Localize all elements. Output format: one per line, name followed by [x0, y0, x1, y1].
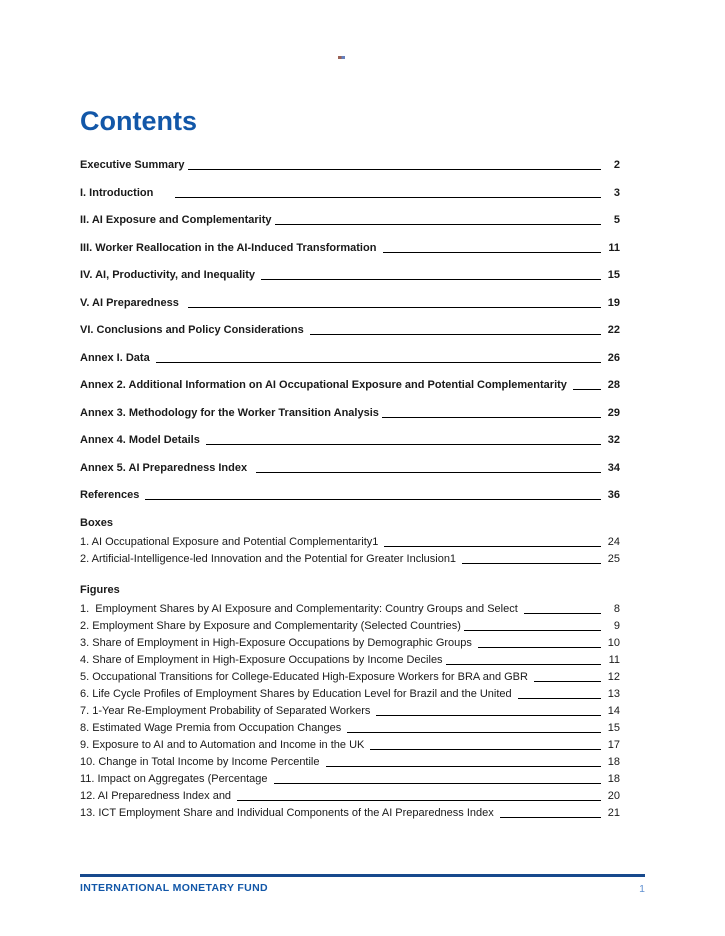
toc-entry — [80, 636, 620, 650]
toc-entry-label: Annex 5. AI Preparedness Index — [80, 461, 254, 474]
toc-entry — [80, 772, 620, 786]
leader-line — [524, 602, 601, 614]
leader-line — [464, 619, 601, 631]
toc-entry — [80, 738, 620, 752]
toc-entry — [80, 488, 620, 502]
toc-entry-label: IV. AI, Productivity, and Inequality — [80, 269, 259, 281]
toc-entry — [80, 687, 620, 701]
figures-section-header: Figures — [80, 583, 120, 596]
toc-entry-page-number: 18 — [607, 772, 620, 785]
leader-line — [462, 552, 601, 564]
leader-line — [256, 461, 601, 473]
toc-entry-page-number: 2 — [613, 159, 620, 171]
toc-entry-page-number: 26 — [607, 351, 620, 364]
toc-entry-page-number: 5 — [613, 214, 620, 226]
toc-entry-label: 2. Artificial-Intelligence-led Innovation and the Potential for Greater Inclusion1 — [80, 552, 460, 565]
toc-entry-page-number: 25 — [607, 552, 620, 565]
leader-line — [376, 704, 601, 716]
toc-entry-label: III. Worker Reallocation in the AI-Induced Transformation — [80, 241, 380, 254]
leader-line — [383, 241, 602, 253]
toc-entry-page-number: 21 — [607, 806, 620, 819]
toc-entry-label: Annex 4. Model Details — [80, 434, 203, 446]
toc-entry-page-number: 20 — [607, 789, 620, 802]
footer-divider-line — [80, 874, 645, 877]
toc-entry-label: 4. Share of Employment in High-Exposure Occupations by Income Deciles — [80, 653, 443, 666]
footer-page-number: 1 — [639, 883, 645, 895]
toc-entry — [80, 806, 620, 820]
toc-entry-label: 10. Change in Total Income by Income Percentile — [80, 755, 323, 768]
leader-line — [573, 378, 601, 390]
toc-entry-label: 12. AI Preparedness Index and — [80, 789, 235, 802]
toc-entry — [80, 186, 620, 200]
toc-entry-page-number: 19 — [607, 296, 620, 309]
toc-entry-label: 9. Exposure to AI and to Automation and Income in the UK — [80, 738, 368, 751]
leader-line — [534, 670, 601, 682]
toc-entry-label: Annex I. Data — [80, 351, 153, 364]
toc-entry-page-number: 3 — [613, 186, 620, 199]
toc-entry-label: 3. Share of Employment in High-Exposure Occupations by Demographic Groups — [80, 636, 475, 649]
toc-entry — [80, 602, 620, 616]
toc-content — [80, 104, 620, 823]
toc-entry — [80, 296, 620, 310]
toc-entry — [80, 378, 620, 392]
tiny-dash-artifact — [338, 56, 345, 59]
toc-entry-label: 13. ICT Employment Share and Individual Components of the AI Preparedness Index — [80, 806, 497, 819]
boxes-list — [80, 535, 620, 566]
leader-line — [261, 268, 601, 280]
toc-entry-page-number: 9 — [613, 619, 620, 632]
toc-entry-page-number: 17 — [607, 738, 620, 751]
toc-entry-page-number: 12 — [607, 670, 620, 683]
toc-entry-page-number: 28 — [607, 379, 620, 391]
toc-entry-label: References — [80, 489, 143, 501]
leader-line — [370, 738, 601, 750]
toc-entry-page-number: 22 — [607, 324, 620, 336]
toc-entry-label: 7. 1-Year Re-Employment Probability of Separated Workers — [80, 704, 374, 717]
toc-entry-label: Annex 2. Additional Information on AI Occupational Exposure and Potential Complementarity — [80, 379, 570, 391]
toc-entry-page-number: 14 — [607, 704, 620, 717]
leader-line — [478, 636, 601, 648]
leader-line — [326, 755, 601, 767]
toc-entry — [80, 552, 620, 566]
toc-entry-page-number: 36 — [607, 489, 620, 501]
toc-entry-label: Executive Summary — [80, 159, 185, 171]
toc-entry-label: VI. Conclusions and Policy Considerations — [80, 324, 307, 336]
leader-line — [446, 653, 601, 665]
toc-entry — [80, 461, 620, 475]
leader-line — [275, 213, 601, 225]
leader-line — [384, 535, 601, 547]
toc-entry-page-number: 10 — [607, 636, 620, 649]
toc-entry — [80, 789, 620, 803]
leader-line — [500, 806, 601, 818]
toc-entry-page-number: 29 — [607, 406, 620, 419]
leader-line — [347, 721, 601, 733]
toc-entry-label: II. AI Exposure and Complementarity — [80, 214, 272, 226]
toc-entry-label: 11. Impact on Aggregates (Percentage — [80, 772, 271, 785]
toc-entry — [80, 268, 620, 282]
leader-line — [175, 186, 601, 198]
figures-list — [80, 602, 620, 820]
toc-entry — [80, 721, 620, 735]
toc-entry-label: Annex 3. Methodology for the Worker Transition Analysis — [80, 406, 379, 419]
toc-entry-page-number: 11 — [608, 241, 620, 254]
toc-entry — [80, 755, 620, 769]
toc-entry — [80, 433, 620, 447]
toc-entry — [80, 670, 620, 684]
toc-entry — [80, 213, 620, 227]
toc-entry-page-number: 15 — [607, 269, 620, 281]
toc-entry-page-number: 32 — [607, 434, 620, 446]
toc-entry-page-number: 34 — [607, 461, 620, 474]
leader-line — [237, 789, 601, 801]
toc-entry-page-number: 24 — [607, 535, 620, 548]
toc-entry-label: 1. Employment Shares by AI Exposure and Complementarity: Country Groups and Select — [80, 602, 521, 615]
toc-entry-label: V. AI Preparedness — [80, 296, 185, 309]
toc-entry — [80, 704, 620, 718]
leader-line — [518, 687, 601, 699]
toc-entry — [80, 535, 620, 549]
toc-entry-label: 6. Life Cycle Profiles of Employment Shares by Education Level for Brazil and the United — [80, 687, 515, 700]
toc-entry-page-number: 8 — [613, 602, 620, 615]
leader-line — [274, 772, 601, 784]
leader-line — [382, 406, 601, 418]
toc-entry — [80, 323, 620, 337]
toc-entry-label: 2. Employment Share by Exposure and Complementarity (Selected Countries) — [80, 619, 461, 632]
page-title: Contents — [80, 106, 197, 136]
leader-line — [188, 158, 601, 170]
footer-organization-label: INTERNATIONAL MONETARY FUND — [80, 882, 268, 894]
leader-line — [156, 351, 601, 363]
toc-entry-label: 8. Estimated Wage Premia from Occupation Changes — [80, 721, 345, 734]
toc-entry — [80, 406, 620, 420]
toc-main-list — [80, 158, 620, 502]
toc-entry — [80, 351, 620, 365]
leader-line — [188, 296, 601, 308]
toc-entry-page-number: 15 — [607, 721, 620, 734]
toc-entry-label: I. Introduction — [80, 186, 172, 199]
toc-entry — [80, 653, 620, 667]
toc-entry — [80, 241, 620, 255]
leader-line — [206, 433, 601, 445]
toc-entry-page-number: 18 — [607, 755, 620, 768]
toc-entry-label: 1. AI Occupational Exposure and Potential Complementarity1 — [80, 535, 382, 548]
leader-line — [145, 488, 601, 500]
toc-entry — [80, 158, 620, 172]
toc-entry-label: 5. Occupational Transitions for College-Educated High-Exposure Workers for BRA and GBR — [80, 670, 532, 683]
toc-entry — [80, 619, 620, 633]
leader-line — [310, 323, 601, 335]
boxes-section-header: Boxes — [80, 516, 114, 529]
toc-entry-page-number: 11 — [608, 653, 620, 666]
toc-entry-page-number: 13 — [607, 687, 620, 700]
